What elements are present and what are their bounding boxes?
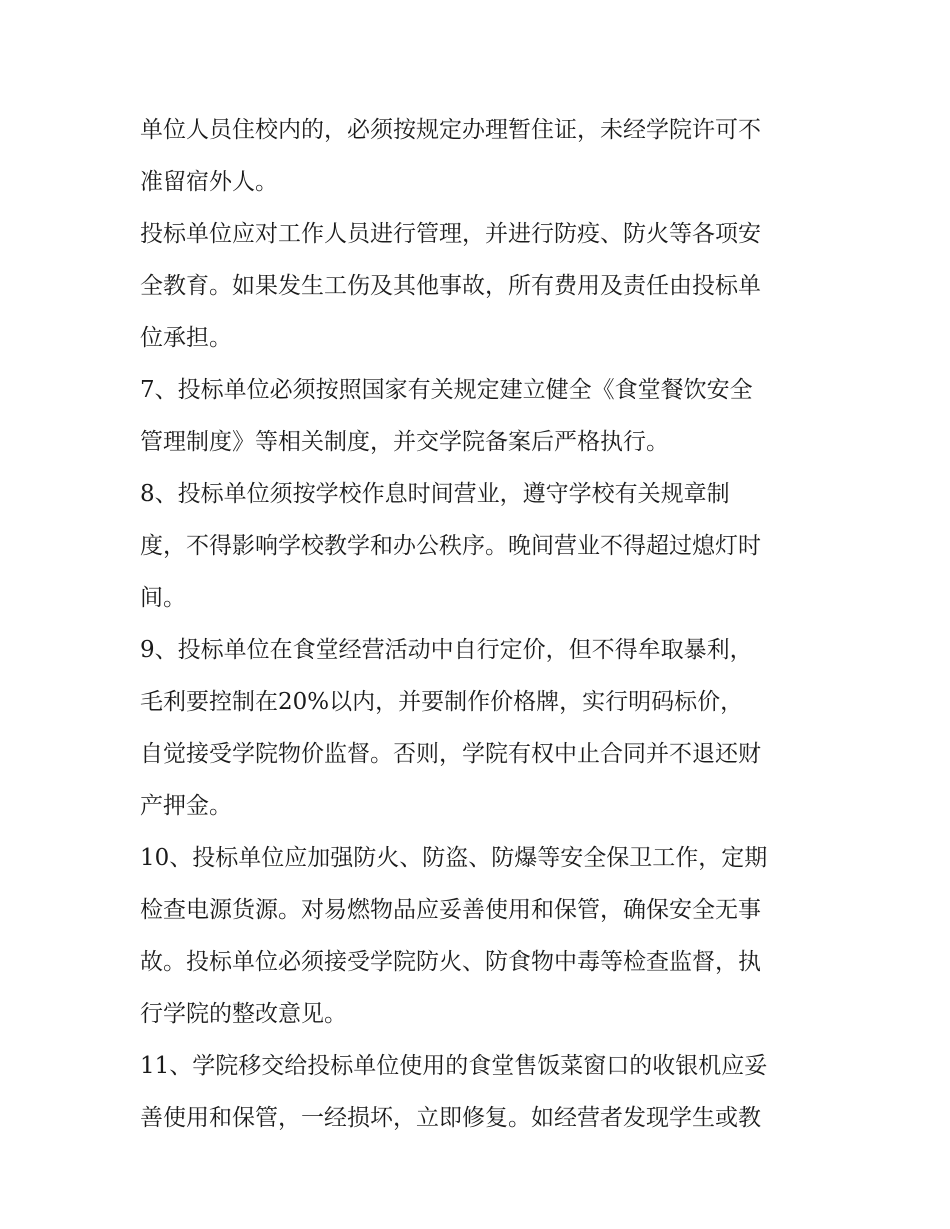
text-line: 8、投标单位须按学校作息时间营业，遵守学校有关规章制 [140, 481, 730, 507]
text-line: 11、学院移交给投标单位使用的食堂售饭菜窗口的收银机应妥 [140, 1053, 768, 1079]
text-line: 故。投标单位必须接受学院防火、防食物中毒等检查监督，执 [140, 949, 761, 975]
text-line: 位承担。 [140, 325, 232, 351]
text-line: 自觉接受学院物价监督。否则，学院有权中止合同并不退还财 [140, 741, 761, 767]
text-line: 产押金。 [140, 793, 232, 819]
text-line: 7、投标单位必须按照国家有关规定建立健全《食堂餐饮安全 [140, 377, 753, 403]
text-line: 行学院的整改意见。 [140, 1001, 347, 1027]
text-line: 度，不得影响学校教学和办公秩序。晚间营业不得超过熄灯时 [140, 533, 761, 559]
text-line: 毛利要控制在20%以内，并要制作价格牌，实行明码标价， [140, 689, 744, 715]
text-line: 9、投标单位在食堂经营活动中自行定价，但不得牟取暴利， [140, 637, 753, 663]
document-body [140, 104, 820, 1144]
text-line: 投标单位应对工作人员进行管理，并进行防疫、防火等各项安 [140, 221, 761, 247]
text-line: 检查电源货源。对易燃物品应妥善使用和保管，确保安全无事 [140, 897, 761, 923]
text-line: 全教育。如果发生工伤及其他事故，所有费用及责任由投标单 [140, 273, 761, 299]
text-line: 单位人员住校内的，必须按规定办理暂住证，未经学院许可不 [140, 117, 761, 143]
text-line: 10、投标单位应加强防火、防盗、防爆等安全保卫工作，定期 [140, 845, 768, 871]
text-line: 间。 [140, 585, 186, 611]
text-line: 准留宿外人。 [140, 169, 278, 195]
text-line: 善使用和保管，一经损坏，立即修复。如经营者发现学生或教 [140, 1105, 761, 1131]
text-line: 管理制度》等相关制度，并交学院备案后严格执行。 [140, 429, 669, 455]
